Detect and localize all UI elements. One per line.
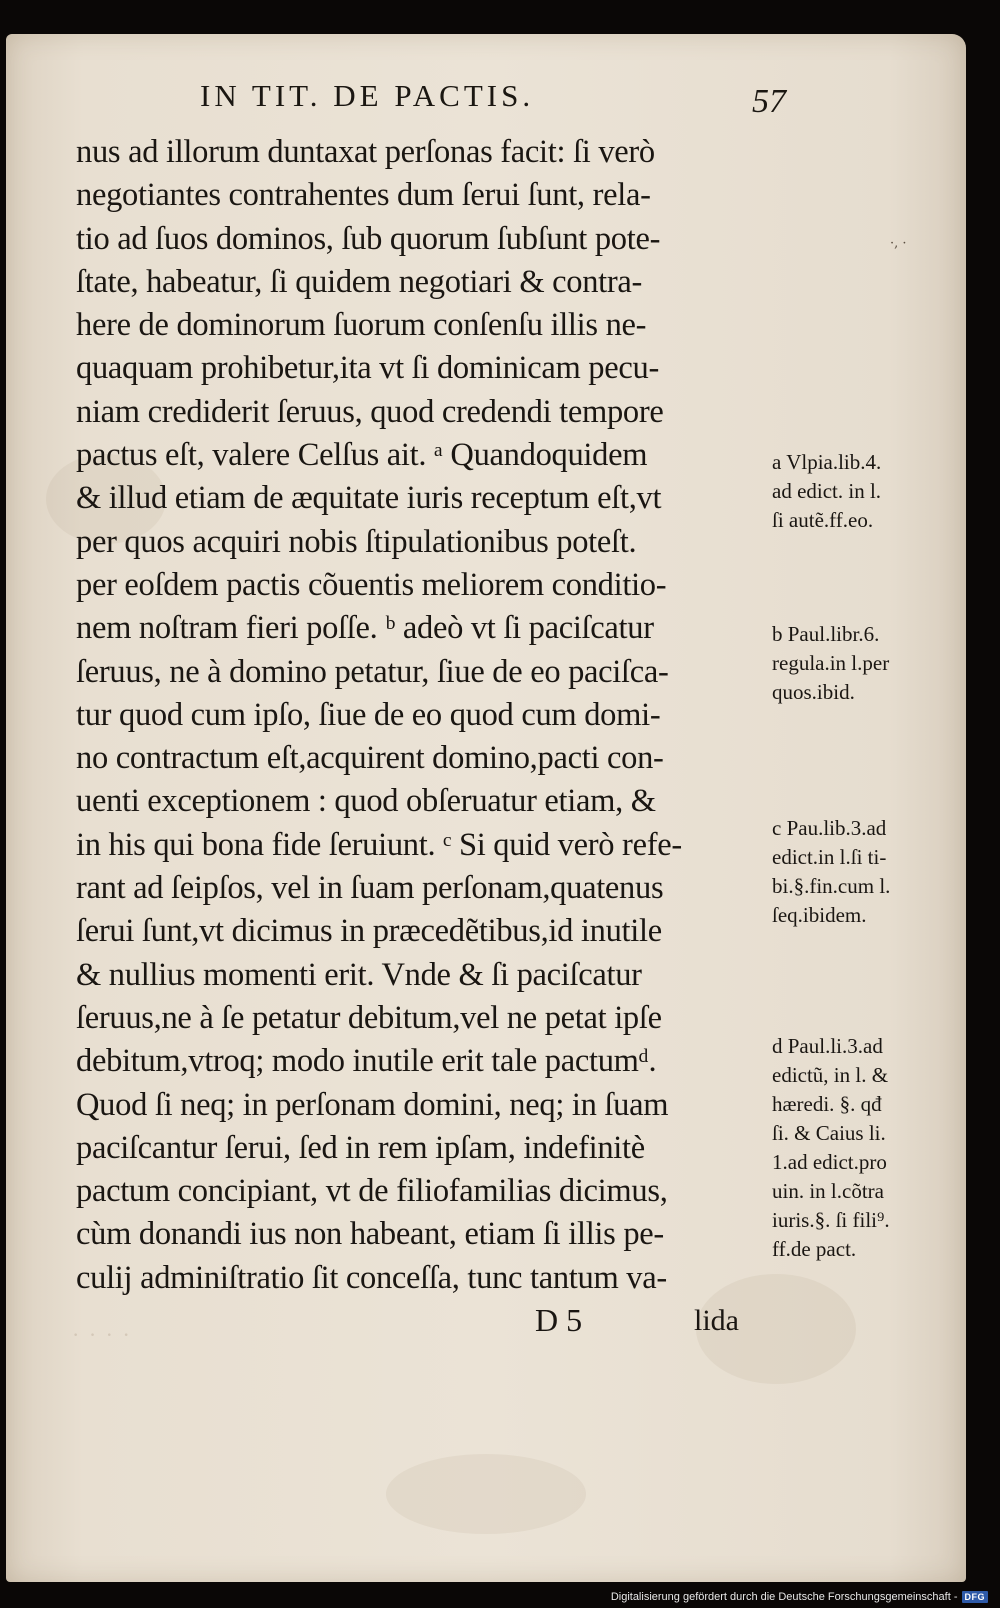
margin-note-line: ſi. & Caius li. [772, 1121, 886, 1145]
dfg-logo: DFG [962, 1591, 989, 1603]
page-foot [0, 1302, 1000, 1346]
signature-mark: D 5 [535, 1302, 583, 1338]
ink-speck: ·, · [890, 236, 907, 251]
margin-note-line: bi.§.fin.cum l. [772, 874, 891, 898]
text-line: Quod ſi neq; in perſonam domini, neq; in ſuam [76, 1086, 669, 1123]
credit-text: Digitalisierung gefördert durch die Deutsche Forschungsgemeinschaft - [610, 1591, 958, 1603]
margin-note-b [772, 620, 972, 707]
margin-note-line: edictũ, in l. & [772, 1063, 889, 1087]
running-head: IN TIT. DE PACTIS. [200, 78, 535, 113]
text-line: ſeruus, ne à domino petatur, ſiue de eo paciſca- [76, 653, 669, 690]
text-line: pactus eſt, valere Celſus ait. ᵃ Quandoquidem [76, 437, 648, 474]
paper-stain [386, 1454, 586, 1534]
text-line: here de dominorum ſuorum conſenſu illis ne- [76, 307, 647, 344]
text-line: niam crediderit ſeruus, quod credendi tempore [76, 393, 664, 430]
margin-note-line: ad edict. in l. [772, 479, 882, 503]
margin-note-line: c Pau.lib.3.ad [772, 816, 887, 840]
margin-note-line: ff.de pact. [772, 1237, 857, 1261]
text-line: ſeruus,ne à ſe petatur debitum,vel ne petat ipſe [76, 999, 662, 1036]
text-line: per eoſdem pactis cõuentis meliorem conditio- [76, 566, 667, 603]
margin-note-a [772, 448, 972, 535]
text-line: in his qui bona fide ſeruiunt. ᶜ Si quid verò refe- [76, 826, 682, 863]
text-line: culij adminiſtratio ſit conceſſa, tunc tantum va- [76, 1259, 667, 1296]
main-text-column [76, 131, 766, 1300]
margin-note-d [772, 1032, 972, 1264]
margin-note-line: d Paul.li.3.ad [772, 1034, 883, 1058]
margin-note-line: ſeq.ibidem. [772, 903, 867, 927]
margin-note-c [772, 814, 972, 930]
text-line: nus ad illorum duntaxat perſonas facit: ſi verò [76, 134, 655, 170]
text-line: pactum concipiant, vt de filiofamilias dicimus, [76, 1173, 668, 1210]
text-line: paciſcantur ſerui, ſed in rem ipſam, indefinitè [76, 1129, 645, 1166]
folio-number: 57 [752, 83, 786, 120]
text-line: quaquam prohibetur,ita vt ſi dominicam pecu- [76, 350, 659, 387]
text-line: debitum,vtroq; modo inutile erit tale pactumᵈ. [76, 1043, 657, 1080]
text-line: uenti exceptionem : quod obſeruatur etiam, & [76, 783, 656, 820]
text-line: & illud etiam de æquitate iuris receptum eſt,vt [76, 480, 662, 517]
text-line: per quos acquiri nobis ſtipulationibus poteſt. [76, 523, 637, 560]
margin-note-line: ſi autẽ.ff.eo. [772, 508, 874, 532]
text-line: tio ad ſuos dominos, ſub quorum ſubſunt pote- [76, 220, 661, 257]
catchword: lida [694, 1304, 739, 1337]
text-line: rant ad ſeipſos, vel in ſuam perſonam,quatenus [76, 870, 664, 907]
digitization-credit [611, 1591, 988, 1603]
text-line: cùm donandi ius non habeant, etiam ſi illis pe- [76, 1216, 664, 1253]
margin-note-line: b Paul.libr.6. [772, 622, 880, 646]
text-line: & nullius momenti erit. Vnde & ſi paciſcatur [76, 956, 642, 993]
text-line: ſerui ſunt,vt dicimus in præcedẽtibus,id inutile [76, 913, 662, 950]
text-line: negotiantes contrahentes dum ſerui ſunt, rela- [76, 177, 651, 214]
margin-note-line: iuris.§. ſi fili⁹. [772, 1208, 890, 1232]
text-line: ſtate, habeatur, ſi quidem negotiari & contra- [76, 263, 643, 300]
text-line: nem noſtram fieri poſſe. ᵇ adeò vt ſi paciſcatur [76, 610, 654, 647]
text-line: no contractum eſt,acquirent domino,pacti con- [76, 740, 664, 777]
margin-note-line: edict.in l.ſi ti- [772, 845, 887, 869]
show-through-mark: · · · · [72, 1322, 132, 1347]
margin-note-line: regula.in l.per [772, 651, 890, 675]
margin-note-line: a Vlpia.lib.4. [772, 450, 882, 474]
text-line: tur quod cum ipſo, ſiue de eo quod cum domi- [76, 696, 661, 733]
margin-note-line: quos.ibid. [772, 680, 855, 704]
margin-note-line: hæredi. §. qđ [772, 1092, 882, 1116]
margin-note-line: uin. in l.cõtra [772, 1179, 884, 1203]
margin-note-line: 1.ad edict.pro [772, 1150, 887, 1174]
